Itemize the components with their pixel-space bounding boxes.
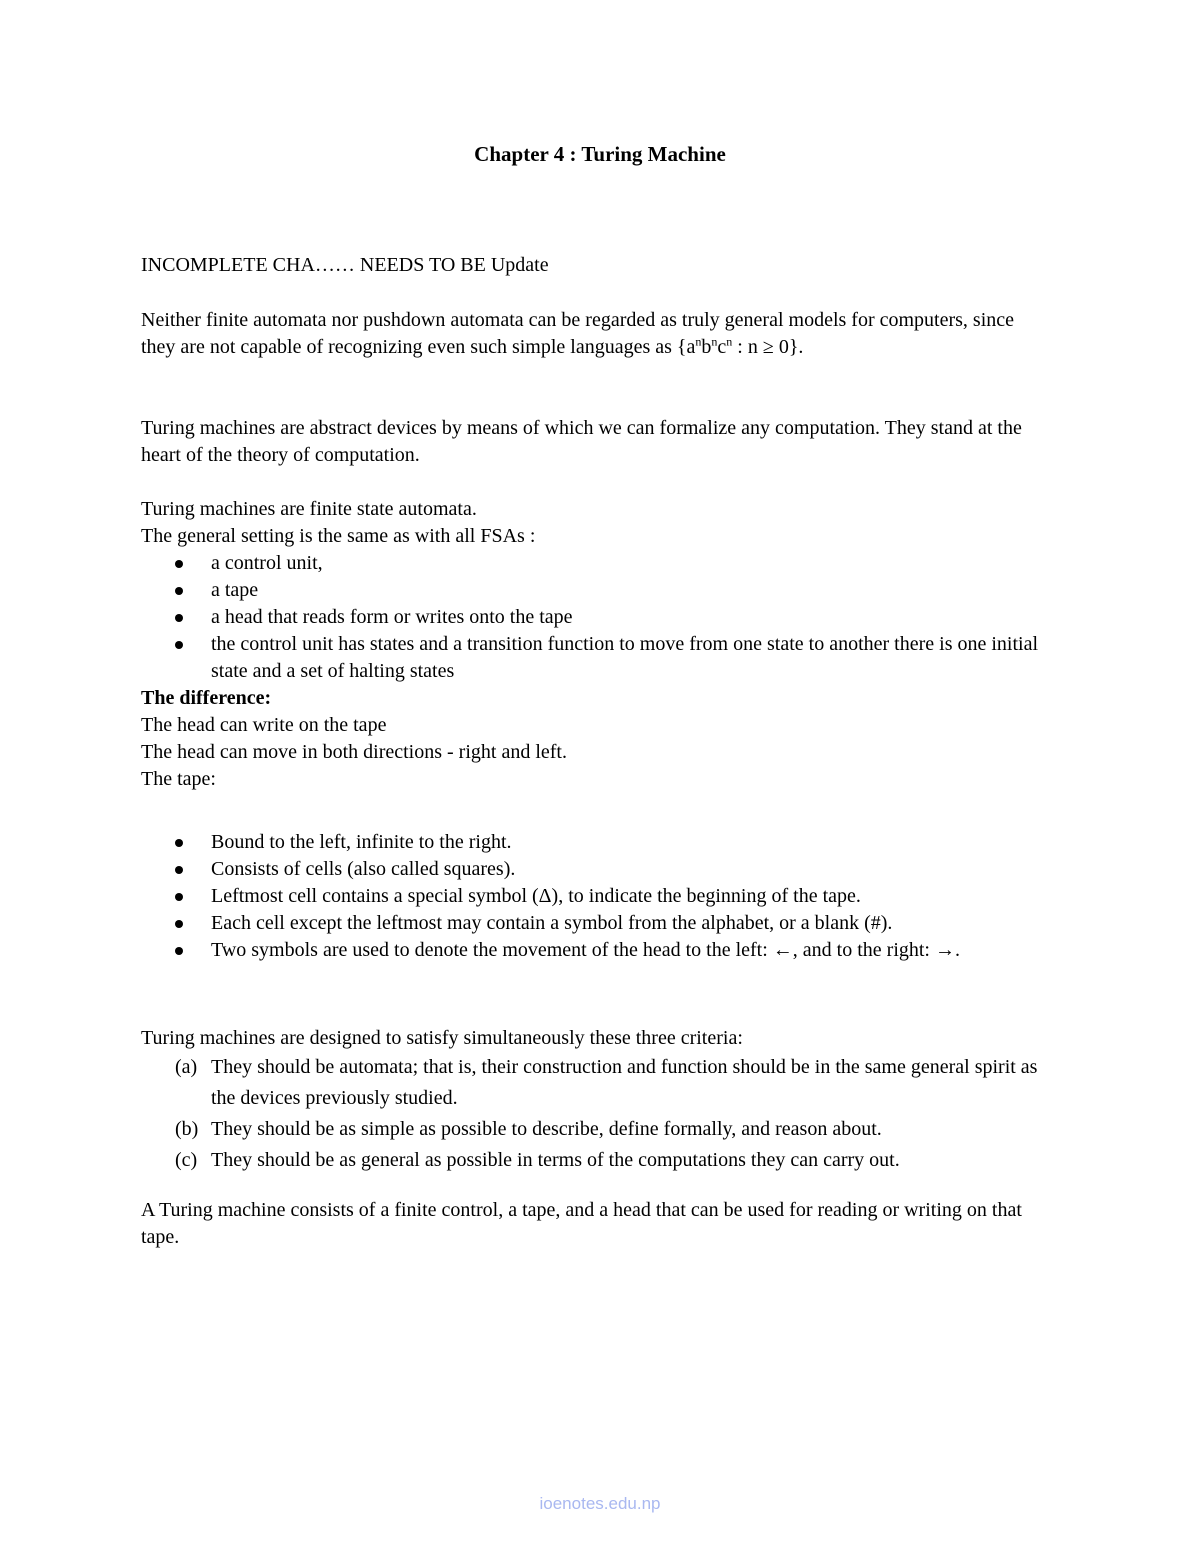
bullet-icon — [175, 614, 183, 622]
incomplete-notice — [141, 252, 1041, 279]
footer-watermark: ioenotes.edu.np — [539, 1494, 661, 1513]
setting-section — [141, 496, 1041, 793]
criteria-section — [141, 1025, 1041, 1176]
bullet-icon — [175, 920, 183, 928]
list-item: a head that reads form or writes onto the tape — [141, 604, 1041, 631]
difference-line: The head can move in both directions - right and left. — [141, 741, 567, 763]
difference-line: The tape: — [141, 768, 216, 790]
criteria-list — [141, 1052, 1041, 1176]
intro-text: Neither finite automata nor pushdown automata can be regarded as truly general models for computers, since they are not capable of recognizing even such simple languages as {$a^nb^nc^n$ : n ≥ 0}. — [141, 309, 1015, 358]
list-item: Each cell except the leftmost may contain a symbol from the alphabet, or a blank (#). — [141, 910, 1041, 937]
bullet-icon — [175, 866, 183, 874]
list-item: the control unit has states and a transition function to move from one state to another there is one initial state and a set of halting states — [141, 631, 1041, 685]
intro-paragraph — [141, 307, 1041, 361]
abstract-paragraph — [141, 415, 1041, 469]
setting-list — [141, 550, 1041, 685]
list-item: Two symbols are used to denote the movement of the head to the left: ←, and to the right: →. — [141, 937, 1041, 964]
bullet-icon — [175, 560, 183, 568]
list-item: a control unit, — [141, 550, 1041, 577]
bullet-icon — [175, 587, 183, 595]
tape-list — [141, 829, 1041, 964]
list-item: (c) They should be as general as possible in terms of the computations they can carry out. — [175, 1149, 900, 1171]
list-item: a tape — [141, 577, 1041, 604]
closing-text: A Turing machine consists of a finite control, a tape, and a head that can be used for reading or writing on that tape. — [141, 1199, 1022, 1248]
abstract-text: Turing machines are abstract devices by means of which we can formalize any computation. They stand at the heart of the theory of computation. — [141, 417, 1022, 466]
list-item: Leftmost cell contains a special symbol (Δ), to indicate the beginning of the tape. — [141, 883, 1041, 910]
bullet-icon — [175, 839, 183, 847]
difference-line: The head can write on the tape — [141, 714, 387, 736]
criteria-intro: Turing machines are designed to satisfy simultaneously these three criteria: — [141, 1027, 743, 1049]
closing-paragraph — [141, 1197, 1041, 1251]
fsa-line-1: Turing machines are finite state automata. — [141, 498, 477, 520]
chapter-title: Chapter 4 : Turing Machine — [474, 142, 726, 166]
tape-section — [141, 829, 1041, 964]
bullet-icon — [175, 641, 183, 649]
list-item: (a) They should be automata; that is, their construction and function should be in the same general spirit as the devices previously studied. — [175, 1056, 1038, 1109]
notice-text: INCOMPLETE CHA…… NEEDS TO BE Update — [141, 254, 549, 276]
bullet-icon — [175, 893, 183, 901]
list-item: (b) They should be as simple as possible to describe, define formally, and reason about. — [175, 1118, 882, 1140]
difference-heading: The difference: — [141, 687, 272, 709]
list-item: Consists of cells (also called squares). — [141, 856, 1041, 883]
list-item: Bound to the left, infinite to the right. — [141, 829, 1041, 856]
fsa-line-2: The general setting is the same as with all FSAs : — [141, 525, 536, 547]
bullet-icon — [175, 947, 183, 955]
